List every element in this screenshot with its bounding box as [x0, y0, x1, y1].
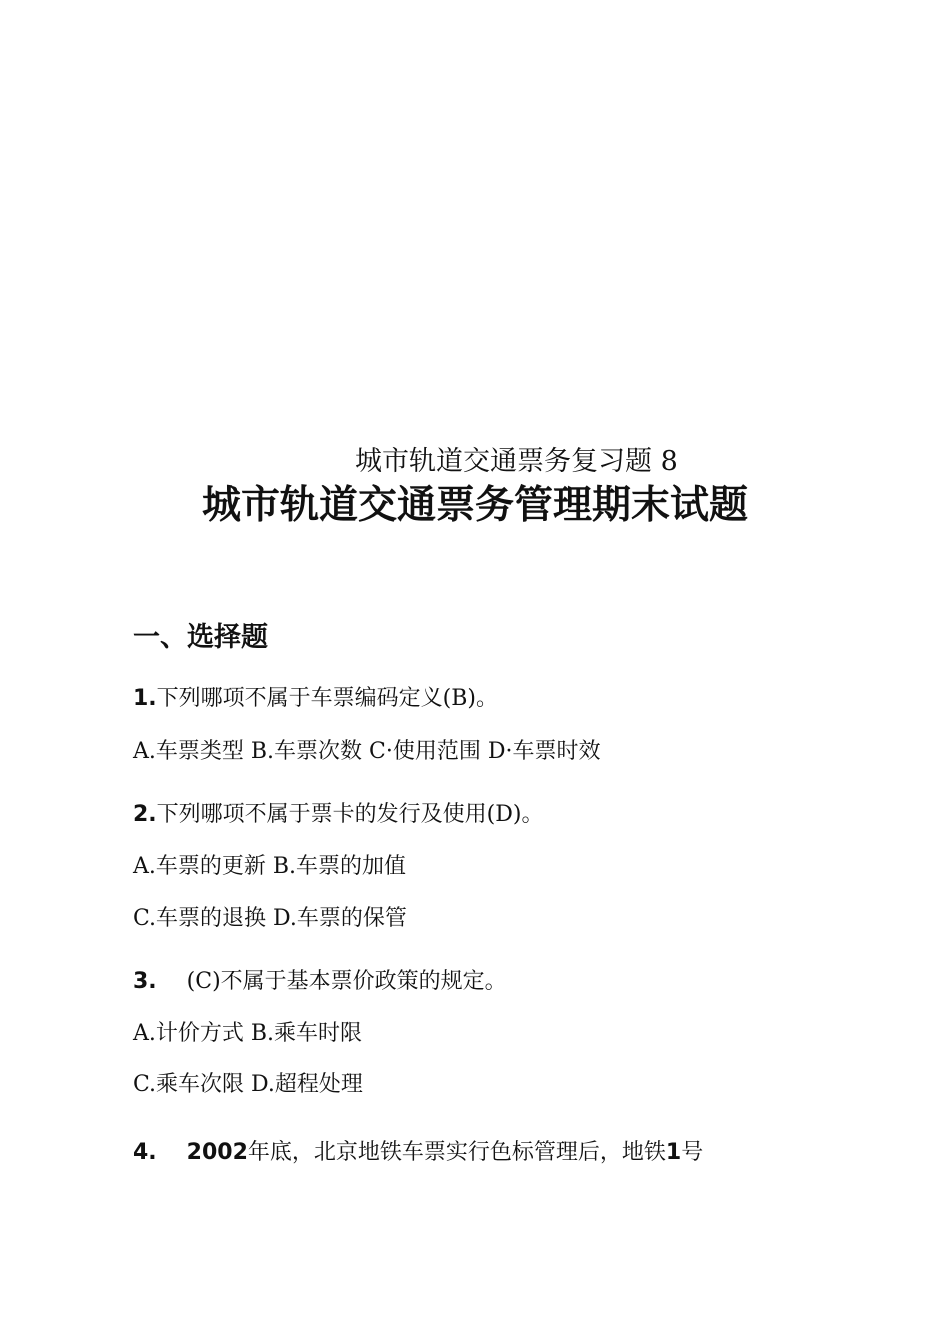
question-2-options-line-2: C.车票的退换 D.车票的保管: [133, 906, 407, 931]
question-stem-end: 号: [681, 1140, 704, 1165]
question-number: 2.: [133, 802, 157, 827]
question-line-number: 1: [665, 1140, 682, 1165]
question-3-options-line-1: A.计价方式 B.乘车时限: [133, 1021, 363, 1046]
question-stem: 年底，北京地铁车票实行色标管理后，地铁: [247, 1140, 666, 1165]
question-number: 4.: [133, 1140, 157, 1165]
question-1-options: A.车票类型 B.车票次数 C·使用范围 D·车票时效: [133, 739, 601, 764]
question-number: 1.: [133, 686, 157, 711]
question-stem: 下列哪项不属于票卡的发行及使用(D)。: [156, 802, 544, 827]
question-2-options-line-1: A.车票的更新 B.车票的加值: [133, 854, 407, 879]
question-number: 3.: [133, 969, 157, 994]
question-1: [133, 683, 498, 715]
question-year: 2002: [186, 1140, 248, 1165]
question-4: [133, 1137, 703, 1169]
question-3-options-line-2: C.乘车次限 D.超程处理: [133, 1072, 363, 1097]
document-subtitle: 城市轨道交通票务复习题 8: [355, 446, 678, 477]
question-stem: 下列哪项不属于车票编码定义(B)。: [156, 686, 499, 711]
section-heading: 一、选择题: [133, 622, 268, 653]
question-3: [133, 966, 507, 998]
question-stem: (C)不属于基本票价政策的规定。: [186, 969, 507, 994]
question-2: [133, 799, 543, 831]
document-title: 城市轨道交通票务管理期末试题: [201, 483, 748, 528]
